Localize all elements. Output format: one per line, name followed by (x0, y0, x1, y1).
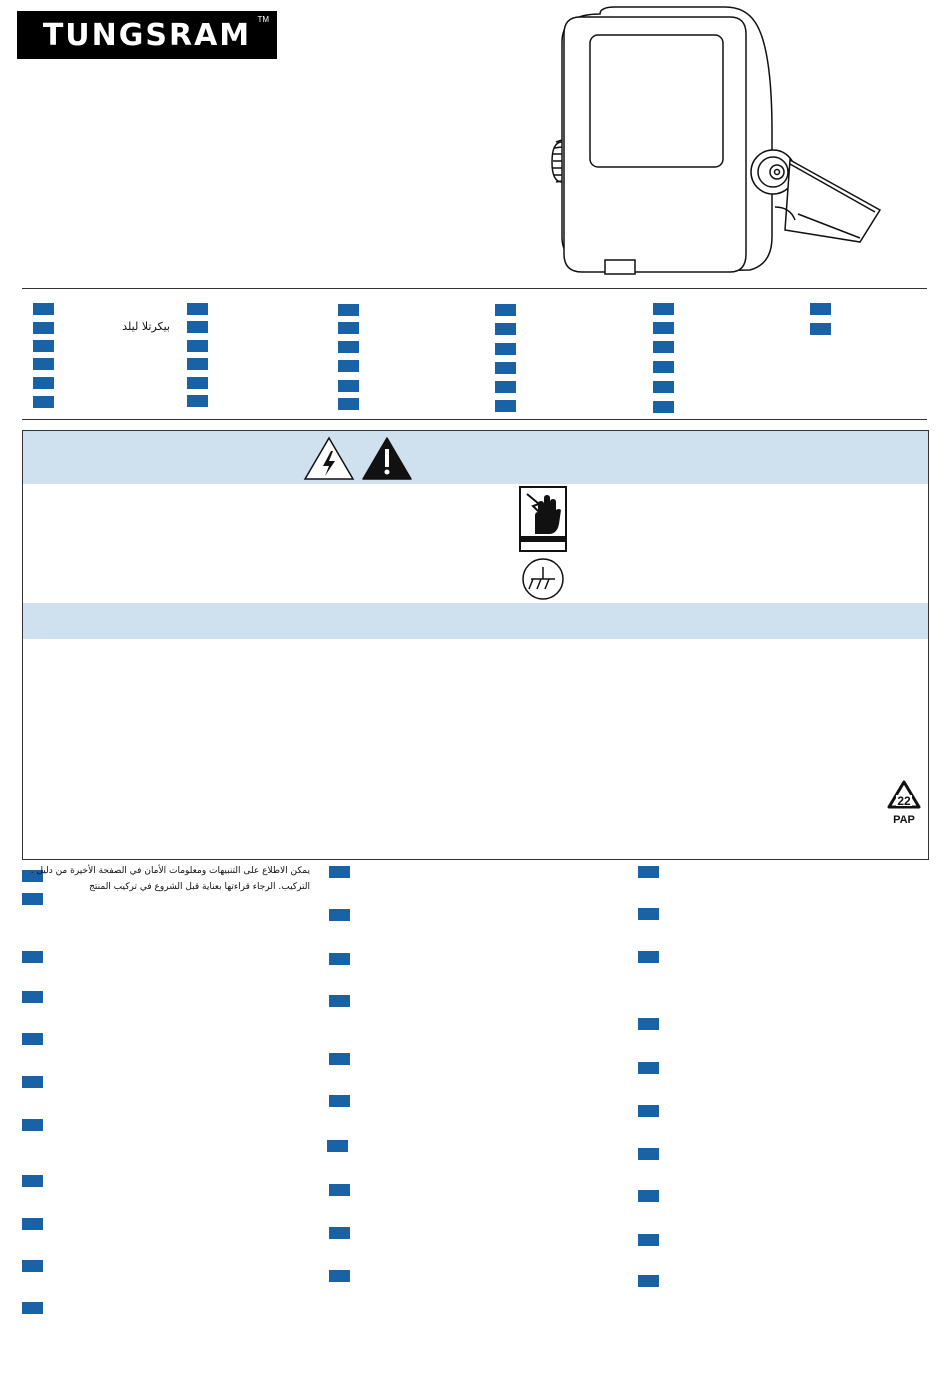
language-flag (187, 303, 208, 315)
language-flag (638, 1190, 659, 1202)
language-flag (653, 322, 674, 334)
language-flag (329, 1184, 350, 1196)
language-flag (22, 1260, 43, 1272)
language-flag (22, 951, 43, 963)
recycling-code: 22 (897, 794, 911, 808)
warning-exclamation-triangle-icon (361, 435, 413, 481)
language-flag (338, 341, 359, 353)
language-flag (638, 1234, 659, 1246)
language-flag (495, 362, 516, 374)
language-flag (187, 321, 208, 333)
language-flag (810, 303, 831, 315)
language-flag (187, 377, 208, 389)
language-flag (638, 951, 659, 963)
language-flag (33, 303, 54, 315)
language-flag (33, 358, 54, 370)
language-flag (33, 377, 54, 389)
language-flag (187, 395, 208, 407)
language-flag (338, 322, 359, 334)
language-flag (338, 380, 359, 392)
language-flag (338, 304, 359, 316)
recycling-material: PAP (893, 814, 915, 826)
language-flag (638, 1275, 659, 1287)
language-flag (329, 866, 350, 878)
language-flag (329, 1227, 350, 1239)
language-divider (22, 419, 927, 420)
warning-header-band (23, 431, 928, 484)
electric-shock-hand-icon (519, 486, 567, 552)
language-flag (329, 1053, 350, 1065)
language-flag (22, 1033, 43, 1045)
language-flag (338, 360, 359, 372)
language-flag (329, 1095, 350, 1107)
language-flag (22, 1076, 43, 1088)
language-flag (495, 304, 516, 316)
language-flag (329, 995, 350, 1007)
language-flag (653, 381, 674, 393)
logo-text: TUNGSRAM (42, 17, 252, 53)
language-flag (810, 323, 831, 335)
language-flag (329, 909, 350, 921)
trademark-mark: TM (257, 15, 269, 24)
language-flag (338, 398, 359, 410)
arabic-safety-notice-line2: التركيب. الرجاء قراءتها بعناية قبل الشروع في تركيب المنتج (89, 882, 310, 892)
language-flag (327, 1140, 348, 1152)
recycling-pap-icon (885, 779, 923, 827)
language-flag (638, 1018, 659, 1030)
language-flag (495, 323, 516, 335)
language-flag (33, 396, 54, 408)
language-flag (638, 1105, 659, 1117)
product-floodlight-icon (540, 2, 900, 282)
language-flag (22, 1119, 43, 1131)
language-flag (653, 361, 674, 373)
language-flag (495, 400, 516, 412)
language-flag (329, 1270, 350, 1282)
language-flag (22, 991, 43, 1003)
electric-hazard-triangle-icon (303, 435, 355, 481)
language-flag (653, 341, 674, 353)
language-flag (638, 1062, 659, 1074)
tungsram-logo (17, 11, 277, 59)
language-flag (638, 908, 659, 920)
arabic-safety-notice-line1: يمكن الاطلاع على التنبيهات ومعلومات الأمان في الصفحة الأخيرة من دليل . (30, 866, 310, 876)
language-flag (33, 340, 54, 352)
info-band (23, 603, 928, 639)
language-flag (638, 866, 659, 878)
language-flag (638, 1148, 659, 1160)
language-flag (187, 340, 208, 352)
language-flag (33, 322, 54, 334)
earth-ground-icon (519, 557, 567, 601)
language-flag (495, 381, 516, 393)
language-flag (22, 1302, 43, 1314)
language-flag (495, 343, 516, 355)
language-flag (653, 303, 674, 315)
language-flag (187, 358, 208, 370)
language-flag (329, 953, 350, 965)
arabic-language-label: بيكرتلا ليلد (122, 320, 170, 333)
language-flag (22, 893, 43, 905)
header-divider (22, 288, 927, 289)
language-flag (653, 401, 674, 413)
language-flag (22, 1175, 43, 1187)
language-flag (22, 1218, 43, 1230)
safety-warning-box (22, 430, 929, 860)
